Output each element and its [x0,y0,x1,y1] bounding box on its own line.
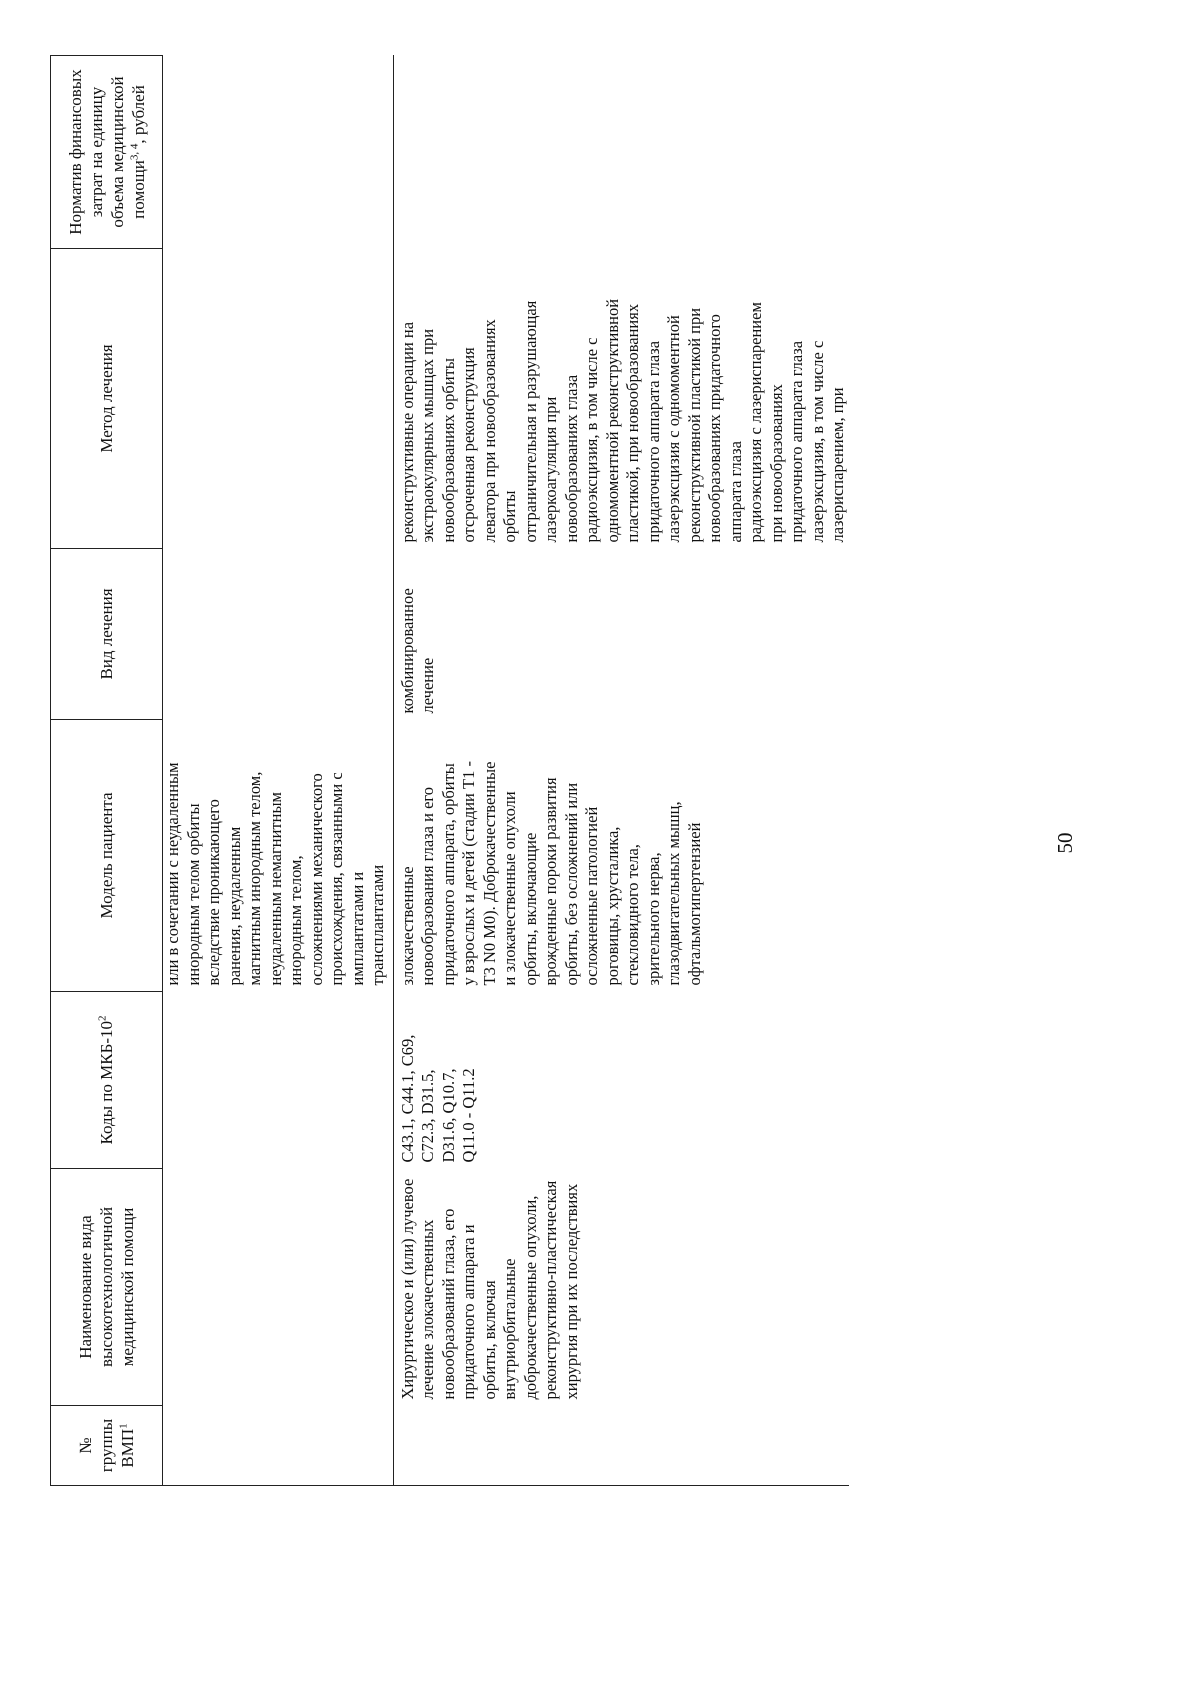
text-line: придаточного аппарата глаза [787,340,806,543]
text-line: T3 N0 M0). Доброкачественные [479,761,499,986]
text-line: у взрослых и детей (стадии T1 - [459,761,478,986]
model-text [163,726,389,986]
text-line: C72.3, D31.5, [418,1069,437,1163]
text-line: D31.6, Q10.7, [438,1068,458,1163]
text-line: реконструктивной пластикой при [684,307,704,543]
text-line: отграничительная и разрушающая [520,300,540,543]
text-line: реконструктивные операции на [397,321,417,543]
text-line: лазерэксцизия, в том числе с [807,340,827,543]
text-line: врожденные пороки развития [541,777,560,986]
text-line: придаточного аппарата и [459,1224,478,1400]
cell-type [163,549,394,720]
text-line: трансплантатами [368,864,387,986]
text-line: комбинированное [397,588,417,714]
text-line: Хирургическое и (или) лучевое [397,1178,417,1400]
cell-norm [393,56,849,249]
page-number: 50 [1053,832,1077,854]
cell-method [393,249,849,549]
text-line: реконструктивно-пластическая [541,1180,560,1400]
text-line: инородным телом, [286,855,305,986]
text-line: новообразованиях глаза [561,374,581,543]
text-line: лечение злокачественных [418,1219,437,1400]
text-line: орбиты, включая [479,1280,499,1400]
header-norm: Норматив финансовых затрат на единицу объема медицинской помощи$^{3, 4}$, рублей [51,56,163,249]
text-line: аппарата глаза [725,441,745,543]
method-text [398,255,849,543]
cell-codes [393,992,849,1169]
cell-group [163,1406,394,1486]
text-line: происхождения, связанными с [327,772,346,986]
text-line: глазодвигательных мышц, [664,801,683,986]
cell-type [393,549,849,720]
type-text [398,555,439,714]
text-line: имплантатами и [347,871,367,986]
text-line: доброкачественные опухоли, [520,1195,540,1400]
text-line: радиоэксцизия с лазериспарением [746,302,765,543]
text-line: осложненные патологией [582,806,601,986]
cell-name [393,1169,849,1406]
text-line: или в сочетании с неудаленным [163,762,182,986]
vmp-table [50,55,849,1486]
text-line: пластикой, при новообразованиях [623,303,642,543]
text-line: C43.1, C44.1, C69, [397,1034,417,1163]
text-line: новообразования глаза и его [418,786,437,986]
text-line: радиоэксцизия, в том числе с [582,337,601,543]
text-line: и злокачественные опухоли [500,791,519,986]
text-line: инородным телом орбиты [183,803,203,986]
text-line: орбиты, включающие [520,832,540,986]
header-row [51,56,163,1486]
header-name: Наименование вида высокотехнологичной медицинской помощи [51,1169,163,1406]
text-line: ранения, неудаленным [224,826,244,986]
text-line: осложнениями механического [306,773,326,986]
table-row [163,56,394,1486]
cell-model [163,720,394,992]
text-line: внутриорбитальные [500,1258,519,1400]
name-text [398,1175,583,1400]
text-line: экстраокулярных мышцах при [418,328,437,543]
text-line: орбиты [500,490,519,543]
text-line: придаточного аппарата глаза [643,340,663,543]
text-line: новообразованиях придаточного [705,314,724,543]
cell-method [163,249,394,549]
text-line: лечение [418,657,437,714]
text-line: роговицы, хрусталика, [602,826,622,986]
header-model: Модель пациента [51,720,163,992]
text-line: вследствие проникающего [204,799,223,986]
cell-name [163,1169,394,1406]
text-line: отсроченная реконструкция [459,347,478,543]
text-line: новообразований глаза, его [438,1208,458,1400]
text-line: магнитным инородным телом, [245,771,264,986]
text-line: при новообразованиях [766,384,786,543]
text-line: лазеркоагуляция при [541,396,560,543]
codes-text [398,998,480,1163]
text-line: стекловидного тела, [623,844,642,986]
cell-group [393,1406,849,1486]
text-line: хирургия при их последствиях [561,1183,581,1400]
cell-norm [163,56,394,249]
text-line: зрительного нерва, [643,852,663,986]
header-group: № группы ВМП$^1$ [51,1406,163,1486]
text-line: лазерэксцизия с одномоментной [664,315,683,543]
text-line: офтальмогипертензией [684,822,704,986]
text-line: леватора при новообразованиях [479,319,499,543]
header-method: Метод лечения [51,249,163,549]
text-line: неудаленным немагнитным [265,792,285,986]
text-line: злокачественные [397,866,417,986]
model-text [398,726,706,986]
text-line: Q11.0 - Q11.2 [459,1068,478,1163]
header-codes: Коды по МКБ-$10^2$ [51,992,163,1169]
text-line: лазериспарением, при [828,387,847,543]
text-line: придаточного аппарата, орбиты [438,763,458,986]
text-line: одномоментной реконструктивной [602,298,622,543]
cell-model [393,720,849,992]
table-row [393,56,849,1486]
text-line: новообразованиях орбиты [438,358,458,543]
text-line: орбиты, без осложнений или [561,782,581,986]
header-type: Вид лечения [51,549,163,720]
cell-codes [163,992,394,1169]
